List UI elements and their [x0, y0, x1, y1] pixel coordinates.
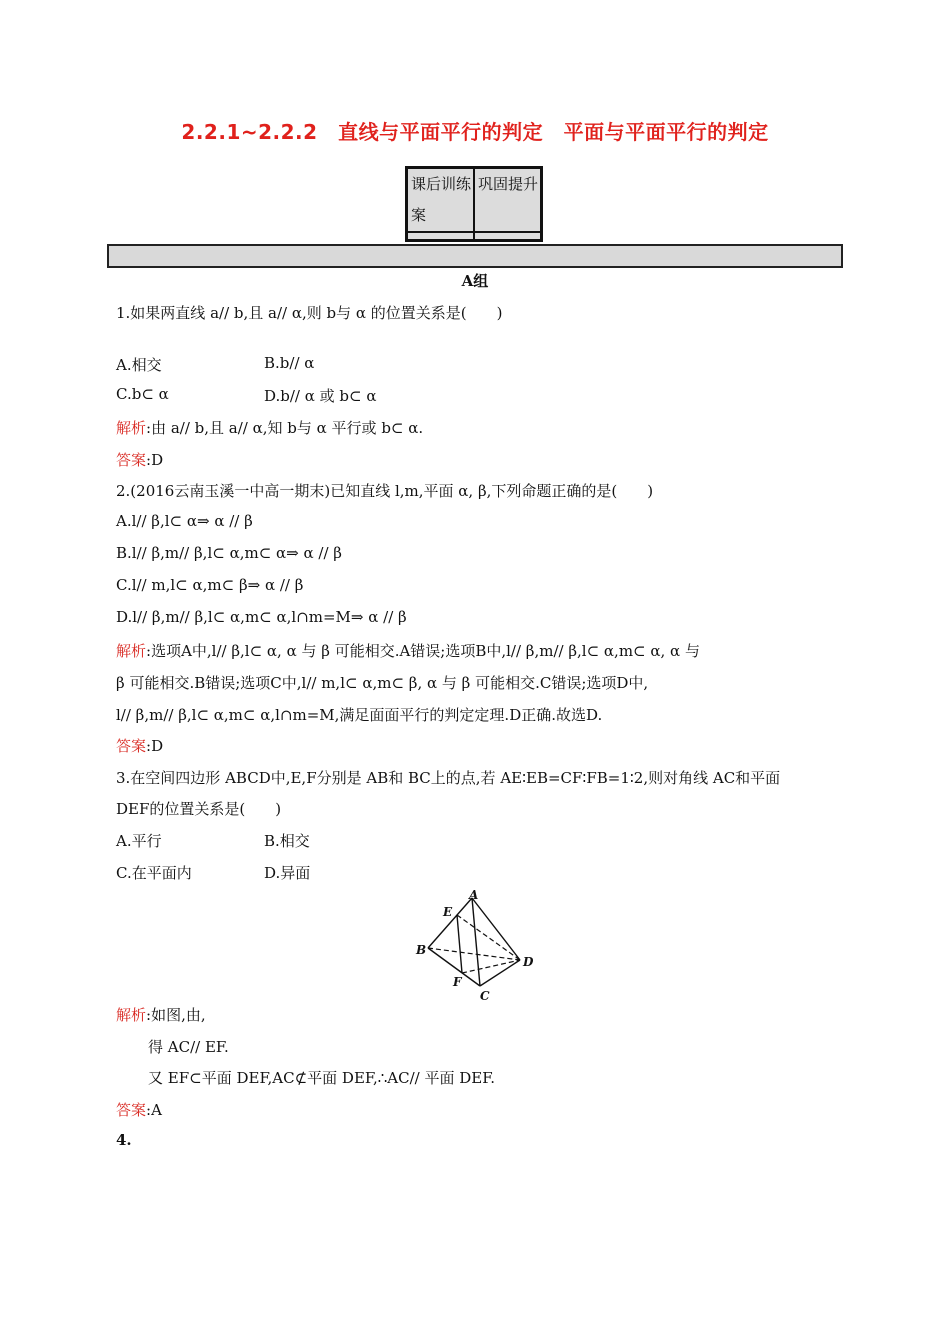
- q2-analysis-line-2: β 可能相交.B错误;选项C中,l// m,l⊂ α,m⊂ β, α 与 β 可能相交.C错误;选项D中,: [116, 674, 649, 692]
- label-c: C: [480, 989, 490, 1003]
- q3-option-d: D.异面: [264, 864, 311, 882]
- q2-analysis-text-1: :选项A中,l// β,l⊂ α, α 与 β 可能相交.A错误;选项B中,l// β,m// β,l⊂ α,m⊂ α, α 与: [146, 642, 700, 660]
- q3-option-b: B.相交: [264, 832, 310, 850]
- label-a: A: [469, 888, 479, 902]
- q2-stem: 2.(2016云南玉溪一中高一期末)已知直线 l,m,平面 α, β,下列命题正确的是( ): [116, 482, 654, 500]
- label-f: F: [453, 975, 462, 989]
- segment-ef: [457, 915, 462, 973]
- label-e: E: [443, 905, 453, 919]
- q1-analysis: [116, 417, 423, 438]
- page-title: 2.2.1~2.2.2 直线与平面平行的判定 平面与平面平行的判定: [181, 120, 769, 144]
- tab-consolidate-label: 巩固提升: [478, 175, 539, 193]
- q3-analysis-line-1: [116, 1004, 206, 1025]
- label-b: B: [416, 943, 427, 957]
- analysis-label: 解析: [116, 1006, 147, 1024]
- q2-answer: [116, 735, 163, 756]
- edge-ac: [472, 898, 480, 986]
- answer-label: 答案: [116, 737, 147, 755]
- q1-analysis-text: :由 a// b,且 a// α,知 b与 α 平行或 b⊂ α.: [146, 419, 424, 437]
- q2-analysis-line-3: l// β,m// β,l⊂ α,m⊂ α,l∩m=M,满足面面平行的判定定理.D正确.故选D.: [116, 706, 603, 724]
- tab-underline: [408, 231, 473, 233]
- tab-underline: [475, 231, 540, 233]
- tab-consolidate: [475, 169, 540, 239]
- q1-option-c: C.b⊂ α: [116, 385, 169, 403]
- section-tabs: [405, 166, 543, 242]
- q2-option-a: A.l// β,l⊂ α⇒ α // β: [116, 512, 253, 530]
- q3-stem-line-1: 3.在空间四边形 ABCD中,E,F分别是 AB和 BC上的点,若 AE∶EB=CF∶FB=1∶2,则对角线 AC和平面: [116, 769, 781, 787]
- analysis-label: 解析: [116, 642, 147, 660]
- label-d: D: [523, 955, 534, 969]
- section-banner: [107, 244, 843, 268]
- q3-analysis-line-3: 又 EF⊂平面 DEF,AC⊄平面 DEF,∴AC// 平面 DEF.: [148, 1069, 496, 1087]
- q3-option-a: A.平行: [116, 832, 162, 850]
- q1-answer-text: :D: [146, 451, 164, 469]
- tab-after-class-label: 课后训练案: [411, 175, 472, 224]
- q3-stem-line-2: DEF的位置关系是( ): [116, 800, 282, 818]
- q3-option-c: C.在平面内: [116, 864, 192, 882]
- edge-ad: [472, 898, 520, 960]
- q2-option-b: B.l// β,m// β,l⊂ α,m⊂ α⇒ α // β: [116, 544, 342, 562]
- segment-ed-hidden: [457, 915, 520, 960]
- q2-option-c: C.l// m,l⊂ α,m⊂ β⇒ α // β: [116, 576, 304, 594]
- q3-analysis-line-2: 得 AC// EF.: [148, 1038, 229, 1056]
- q3-answer-text: :A: [146, 1101, 162, 1119]
- q1-stem: 1.如果两直线 a// b,且 a// α,则 b与 α 的位置关系是( ): [116, 304, 503, 322]
- q1-option-a: A.相交: [116, 356, 162, 374]
- q2-analysis-line-1: [116, 640, 700, 661]
- q3-answer: [116, 1099, 162, 1120]
- edge-cd: [480, 960, 520, 986]
- q1-option-d: D.b// α 或 b⊂ α: [264, 387, 377, 405]
- tab-after-class: [408, 169, 473, 239]
- q4-stem: 4.: [116, 1131, 132, 1149]
- q2-answer-text: :D: [146, 737, 164, 755]
- analysis-label: 解析: [116, 419, 147, 437]
- group-heading: A组: [461, 272, 489, 290]
- q2-option-d: D.l// β,m// β,l⊂ α,m⊂ α,l∩m=M⇒ α // β: [116, 608, 407, 626]
- q1-answer: [116, 449, 163, 470]
- tetrahedron-diagram: [410, 888, 540, 1006]
- q1-option-b: B.b// α: [264, 354, 315, 372]
- answer-label: 答案: [116, 1101, 147, 1119]
- answer-label: 答案: [116, 451, 147, 469]
- segment-fd-hidden: [462, 960, 520, 973]
- q3-analysis-text-1: :如图,由,: [146, 1006, 206, 1024]
